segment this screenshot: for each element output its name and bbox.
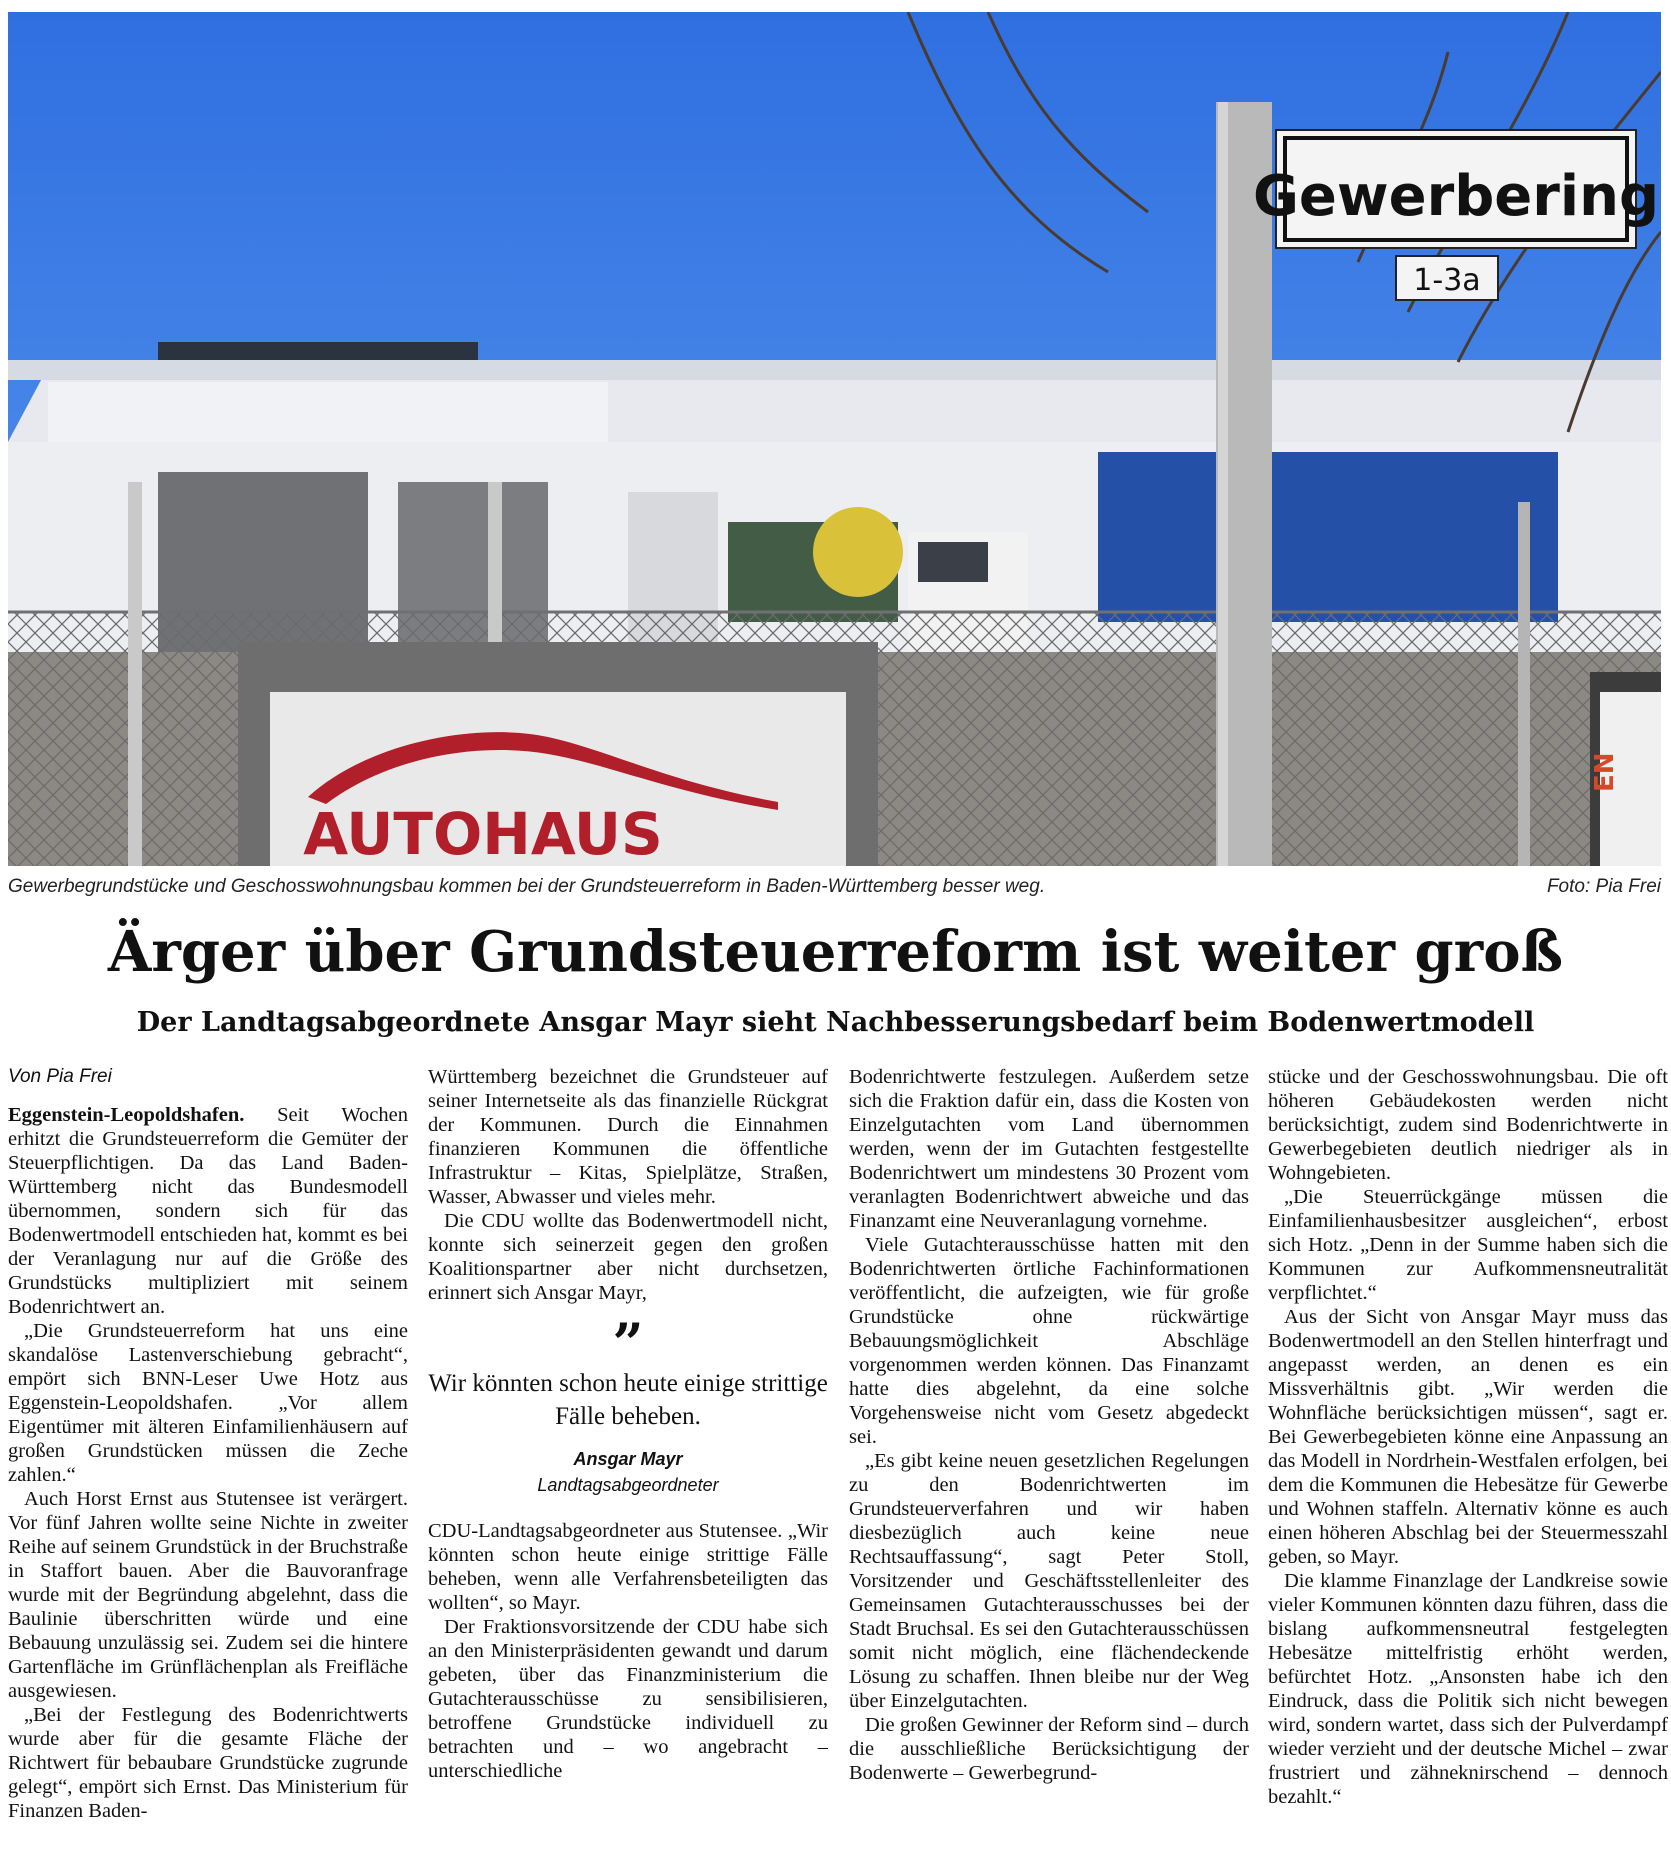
pull-quote-role: Landtagsabgeordneter (537, 1475, 719, 1495)
byline: Von Pia Frei (8, 1066, 112, 1087)
paragraph: „Es gibt keine neuen gesetzlichen Regelungen zu den Bodenrichtwerten im Grundsteuerverfahren und wir haben diesbezüglich auch keine neue Rechtsauffassung“, sagt Peter Stoll, Vorsitzender und Geschäftsstellenleiter des Gemeinsamen Gutachterausschusses bei der Stadt Bruchsal. Es sei den Gutachterausschüssen somit nicht möglich, eine flächendeckende Lösung zu schaffen. Ihnen bleibe nur der Weg über Einzelgutachten. (849, 1450, 1249, 1712)
autohaus-sign-text: AUTOHAUS (303, 800, 663, 866)
paragraph: „Die Steuerrückgänge müssen die Einfamilienhausbesitzer ausgleichen“, erbost sich Hotz. „Denn in der Summe haben sich die Kommunen zur Aufkommensneutralität verpflichtet.“ (1268, 1186, 1668, 1304)
street-sign-text: Gewerbering (1252, 164, 1660, 229)
dateline: Eggenstein-Leopoldshafen. (8, 1104, 245, 1126)
pull-quote (428, 1311, 828, 1497)
photo-credit: Foto: Pia Frei (1546, 876, 1661, 897)
pull-quote-name: Ansgar Mayr (573, 1449, 683, 1469)
photo-caption (8, 874, 1661, 902)
edge-sign-text: EN (1590, 752, 1620, 792)
caption-text: Gewerbegrundstücke und Geschosswohnungsbau kommen bei der Grundsteuerreform in Baden-Württemberg besser weg. (8, 876, 1046, 897)
headline: Ärger über Grundsteuerreform ist weiter groß (107, 919, 1564, 985)
paragraph: stücke und der Geschosswohnungsbau. Die oft höheren Gebäudekosten werden nicht berücksichtigt, zudem sind Bodenrichtwerte in Gewerbegebieten deutlich niedriger als in Wohngebieten. (1268, 1066, 1668, 1184)
paragraph: Aus der Sicht von Ansgar Mayr muss das Bodenwertmodell an den Stellen hinterfragt und angepasst werden, an denen es ein Missverhältnis gibt. „Wir werden die Wohnfläche berücksichtigen müssen“, sagt er. Bei Gewerbegebieten könne eine Anpassung an das Modell in Nordrhein-Westfalen erfolgen, bei dem die Kommunen die Hebesätze für Gewerbe und Wohnen staffeln. Alternativ könne es auch einen höheren Abschlag bei der Steuermesszahl geben, so Mayr. (1268, 1306, 1668, 1568)
lead-paragraph (8, 1103, 408, 1319)
pull-quote-text: Wir könnten schon heute einige strittige Fälle beheben. (428, 1370, 828, 1430)
paragraph-text: Seit Wochen erhitzt die Grundsteuerreform die Gemüter der Steuerpflichtigen. Da das Land Baden-Württemberg nicht das Bundesmodell übernommen, sondern sich für das Bodenwertmodell entschieden hat, kommt es bei der Veranlagung nur auf die Größe des Grundstücks multipliziert mit seinem Bodenrichtwert an. (8, 1104, 408, 1318)
paragraph: Die CDU wollte das Bodenwertmodell nicht, konnte sich seinerzeit gegen den großen Koalitionspartner aber nicht durchsetzen, erinnert sich Ansgar Mayr, (428, 1210, 828, 1304)
paragraph: Der Fraktionsvorsitzende der CDU habe sich an den Ministerpräsidenten gewandt und darum gebeten, über das Finanzministerium die Gutachterausschüsse zu sensibilisieren, betroffene Grundstücke individuell zu betrachten und – wo angebracht – unterschiedliche (428, 1616, 828, 1782)
article-column-3 (849, 1065, 1249, 1855)
paragraph: Die klamme Finanzlage der Landkreise sowie vieler Kommunen könnten dazu führen, dass die bislang aufkommensneutral festgelegten Hebesätze mittelfristig erhöht werden, befürchtet Hotz. „Ansonsten habe ich den Eindruck, dass die Politik sich nicht bewegen wird, sondern wartet, dass sich der Pulverdampf wieder verzieht und der deutsche Michel – zwar frustriert und zähneknirschend – dennoch bezahlt.“ (1268, 1570, 1668, 1808)
paragraph: CDU-Landtagsabgeordneter aus Stutensee. „Wir könnten schon heute einige strittige Fälle beheben, wenn alle Verfahrensbeteiligten das wollten“, so Mayr. (428, 1520, 828, 1614)
paragraph: „Die Grundsteuerreform hat uns eine skandalöse Lastenverschiebung gebracht“, empört sich BNN-Leser Uwe Hotz aus Eggenstein-Leopoldshafen. „Vor allem Eigentümer mit älteren Einfamilienhäusern auf großen Grundstücken müssen die Zeche zahlen.“ (8, 1320, 408, 1486)
paragraph: Württemberg bezeichnet die Grundsteuer auf seiner Internetseite als das finanzielle Rückgrat der Kommunen. Durch die Einnahmen finanzieren Kommunen die öffentliche Infrastruktur – Kitas, Spielplätze, Straßen, Wasser, Abwasser und vieles mehr. (428, 1066, 828, 1208)
quote-mark-icon: ” (612, 1311, 644, 1375)
article-photo (8, 12, 1661, 866)
paragraph: „Bei der Festlegung des Bodenrichtwerts wurde aber für die gesamte Fläche der Richtwert für bebaubare Grundstücke zugrunde gelegt“, empört sich Ernst. Das Ministerium für Finanzen Baden- (8, 1704, 408, 1822)
paragraph: Die großen Gewinner der Reform sind – durch die ausschließliche Berücksichtigung der Bodenwerte – Gewerbegrund- (849, 1714, 1249, 1784)
article-column-2 (428, 1065, 828, 1855)
industrial-area-photo (8, 12, 1661, 866)
paragraph: Bodenrichtwerte festzulegen. Außerdem setze sich die Fraktion dafür ein, dass die Kosten von Einzelgutachten vom Land übernommen werden, wenn der im Gutachten festgestellte Bodenrichtwert um mindestens 30 Prozent vom veranlagten Bodenrichtwert abweiche und das Finanzamt eine Neuveranlagung vornehme. (849, 1066, 1249, 1232)
house-number-sign-text: 1-3a (1413, 263, 1481, 298)
paragraph: Auch Horst Ernst aus Stutensee ist verärgert. Vor fünf Jahren wollte seine Nichte in zweiter Reihe auf seinem Grundstück in der Bruchstraße in Staffort bauen. Aber die Bauvoranfrage wurde mit der Begründung abgelehnt, dass die Baulinie überschritten würde und eine Bebauung unzulässig sei. Zudem sei die hintere Gartenfläche im Grünflächenplan als Freifläche ausgewiesen. (8, 1488, 408, 1702)
article-column-4 (1268, 1065, 1668, 1855)
subheadline: Der Landtagsabgeordnete Ansgar Mayr sieht Nachbesserungsbedarf beim Bodenwertmodell (136, 1007, 1535, 1038)
paragraph: Viele Gutachterausschüsse hatten mit den Bodenrichtwerten örtliche Fachinformationen veröffentlicht, die aufzeigten, wie für große Grundstücke ohne rückwärtige Bebauungsmöglichkeit Abschläge vorgenommen werden können. Das Finanzamt hatte dies abgelehnt, da eine solche Vorgehensweise nicht vom Gesetz abgedeckt sei. (849, 1234, 1249, 1448)
article-column-1 (8, 1065, 408, 1855)
